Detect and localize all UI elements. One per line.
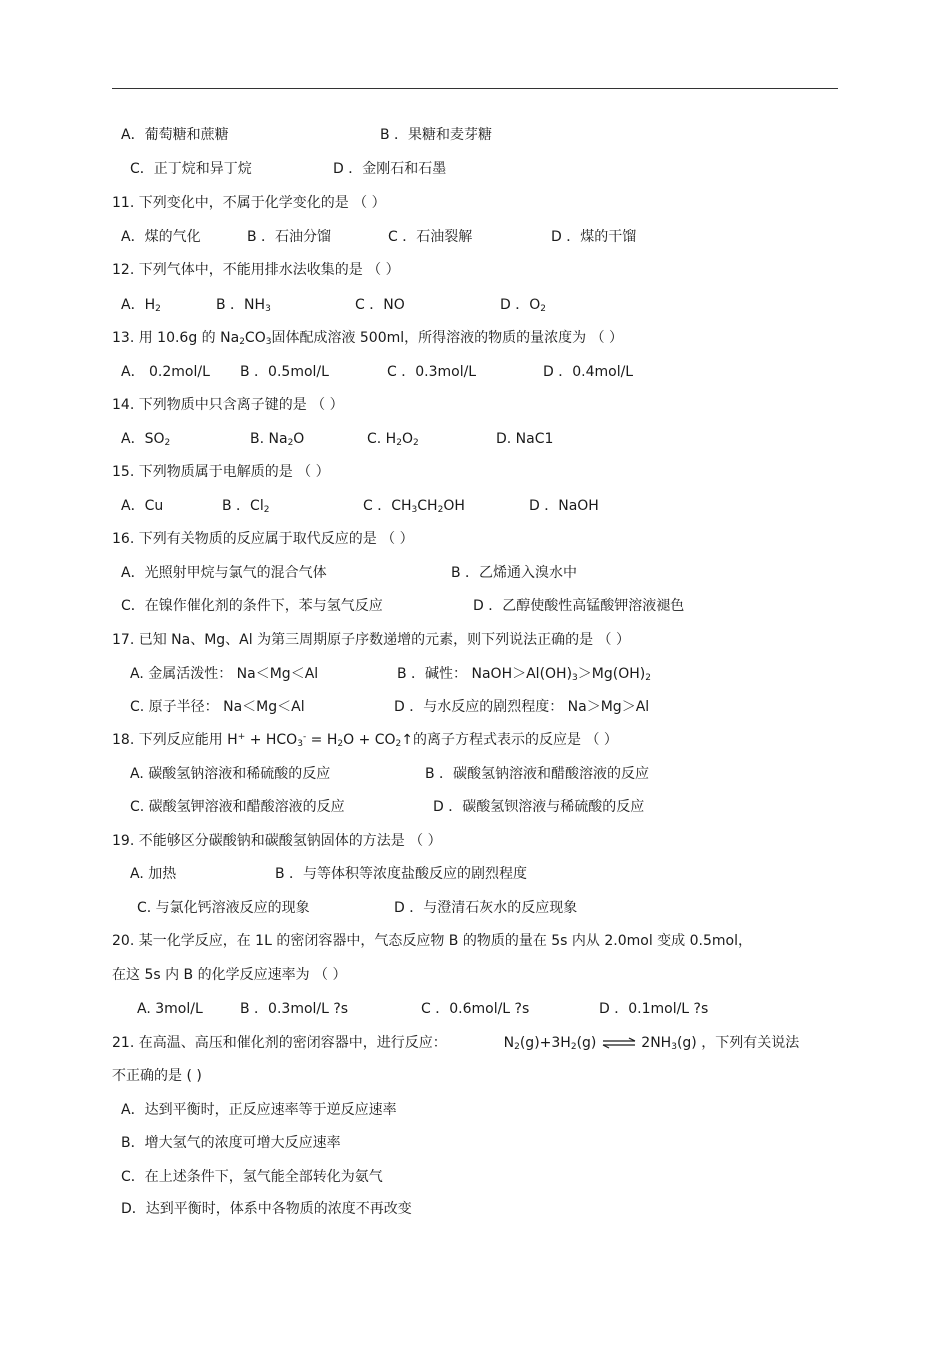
q15-option-b: B ．$Cl_2$ bbox=[222, 498, 270, 515]
q16-option-c: C．在镍作催化剂的条件下，苯与氢气反应 bbox=[121, 598, 383, 614]
q17-option-c: C. 原子半径： Na＜Mg＜Al bbox=[130, 699, 305, 715]
q12-option-c: C ．NO bbox=[355, 297, 405, 313]
q14-option-b: B. $Na_2O$ bbox=[250, 431, 305, 448]
q10-option-d: D ．金刚石和石墨 bbox=[333, 161, 447, 177]
q13-stem: 13. 用 10.6g 的 $Na_2CO_3$固体配成溶液 500ml，所得溶液的物质的量浓度为 （ ） bbox=[112, 330, 624, 347]
q17-stem: 17. 已知 Na、Mg、Al 为第三周期原子序数递增的元素，则下列说法正确的是 （ ） bbox=[112, 632, 630, 648]
q16-option-b: B ．乙烯通入溴水中 bbox=[451, 565, 578, 581]
q13-option-b: B ．0.5mol/L bbox=[240, 364, 329, 380]
q12-stem: 12. 下列气体中，不能用排水法收集的是 （ ） bbox=[112, 262, 400, 278]
q19-option-b: B ．与等体积等浓度盐酸反应的剧烈程度 bbox=[275, 866, 528, 882]
reversible-arrow-icon bbox=[601, 1037, 637, 1049]
q17-option-b: B ．碱性： $NaOH>Al(OH)_3>Mg(OH)_2$ bbox=[397, 666, 651, 683]
q11-option-a: A．煤的气化 bbox=[121, 229, 201, 245]
q20-stem-line1: 20. 某一化学反应，在 1L 的密闭容器中，气态反应物 B 的物质的量在 5s 内从 2.0mol 变成 0.5mol， bbox=[112, 933, 752, 949]
q18-option-b: B ．碳酸氢钠溶液和醋酸溶液的反应 bbox=[425, 766, 650, 782]
q11-option-d: D ．煤的干馏 bbox=[551, 229, 637, 245]
q21-option-d: D．达到平衡时，体系中各物质的浓度不再改变 bbox=[121, 1201, 412, 1217]
q20-option-a: A. 3mol/L bbox=[137, 1001, 203, 1017]
reaction-equation: $N_2(g)+3H_2(g)$ $2NH_3(g)$ bbox=[503, 1035, 697, 1052]
q21-option-c: C．在上述条件下，氢气能全部转化为氨气 bbox=[121, 1169, 383, 1185]
q13-option-a: A． 0.2mol/L bbox=[121, 364, 210, 380]
q17-option-d: D ．与水反应的剧烈程度： Na＞Mg＞Al bbox=[394, 699, 650, 715]
q15-option-c: C ．$CH_3CH_2OH$ bbox=[363, 498, 465, 515]
q20-option-b: B ．0.3mol/L ?s bbox=[240, 1001, 349, 1017]
q12-option-a: A．$H_2$ bbox=[121, 297, 161, 314]
q21-option-b: B．增大氢气的浓度可增大反应速率 bbox=[121, 1135, 341, 1151]
q19-stem: 19. 不能够区分碳酸钠和碳酸氢钠固体的方法是 （ ） bbox=[112, 833, 442, 849]
q20-stem-line2: 在这 5s 内 B 的化学反应速率为 （ ） bbox=[112, 967, 347, 983]
q14-option-d: D. NaC1 bbox=[496, 431, 554, 447]
q10-option-c: C．正丁烷和异丁烷 bbox=[130, 161, 252, 177]
q10-option-a: A．葡萄糖和蔗糖 bbox=[121, 127, 229, 143]
q18-stem: 18. 下列反应能用 $H^+ + HCO_3^- = H_2O$ + $CO_2↑$的离子方程式表示的反应是 （ ） bbox=[112, 732, 618, 749]
q14-option-a: A．$SO_2$ bbox=[121, 431, 171, 448]
q11-option-b: B ．石油分馏 bbox=[247, 229, 332, 245]
q12-option-d: D ．$O_2$ bbox=[500, 297, 546, 314]
q18-option-a: A. 碳酸氢钠溶液和稀硫酸的反应 bbox=[130, 766, 331, 782]
q21-option-a: A．达到平衡时，正反应速率等于逆反应速率 bbox=[121, 1102, 397, 1118]
q14-stem: 14. 下列物质中只含离子键的是 （ ） bbox=[112, 397, 344, 413]
q11-stem: 11. 下列变化中，不属于化学变化的是 （ ） bbox=[112, 195, 386, 211]
q21-stem-line1: 21. 在高温、高压和催化剂的密闭容器中，进行反应： $N_2(g)+3H_2(g)$ $2NH_3(g)$ ，下列有关说法 bbox=[112, 1035, 800, 1052]
q20-option-d: D ．0.1mol/L ?s bbox=[599, 1001, 709, 1017]
q20-option-c: C ．0.6mol/L ?s bbox=[421, 1001, 530, 1017]
q21-stem-line2: 不正确的是 ( ) bbox=[112, 1068, 202, 1084]
q19-option-a: A. 加热 bbox=[130, 866, 177, 882]
q18-option-d: D ．碳酸氢钡溶液与稀硫酸的反应 bbox=[433, 799, 645, 815]
q17-option-a: A. 金属活泼性： Na＜Mg＜Al bbox=[130, 666, 319, 682]
q15-stem: 15. 下列物质属于电解质的是 （ ） bbox=[112, 464, 330, 480]
q11-option-c: C ．石油裂解 bbox=[388, 229, 473, 245]
q16-stem: 16. 下列有关物质的反应属于取代反应的是 （ ） bbox=[112, 531, 414, 547]
q13-option-d: D ．0.4mol/L bbox=[543, 364, 634, 380]
header-rule bbox=[112, 88, 838, 89]
q15-option-d: D ．NaOH bbox=[529, 498, 599, 514]
q10-option-b: B ．果糖和麦芽糖 bbox=[380, 127, 493, 143]
q18-option-c: C. 碳酸氢钾溶液和醋酸溶液的反应 bbox=[130, 799, 345, 815]
q19-option-d: D ．与澄清石灰水的反应现象 bbox=[394, 900, 578, 916]
q16-option-a: A．光照射甲烷与氯气的混合气体 bbox=[121, 565, 327, 581]
q16-option-d: D ．乙醇使酸性高锰酸钾溶液褪色 bbox=[473, 598, 685, 614]
q19-option-c: C. 与氯化钙溶液反应的现象 bbox=[137, 900, 310, 916]
q15-option-a: A．Cu bbox=[121, 498, 164, 514]
q13-option-c: C ．0.3mol/L bbox=[387, 364, 477, 380]
q14-option-c: C. $H_2O_2$ bbox=[367, 431, 419, 448]
q12-option-b: B ．$NH_3$ bbox=[216, 297, 271, 314]
